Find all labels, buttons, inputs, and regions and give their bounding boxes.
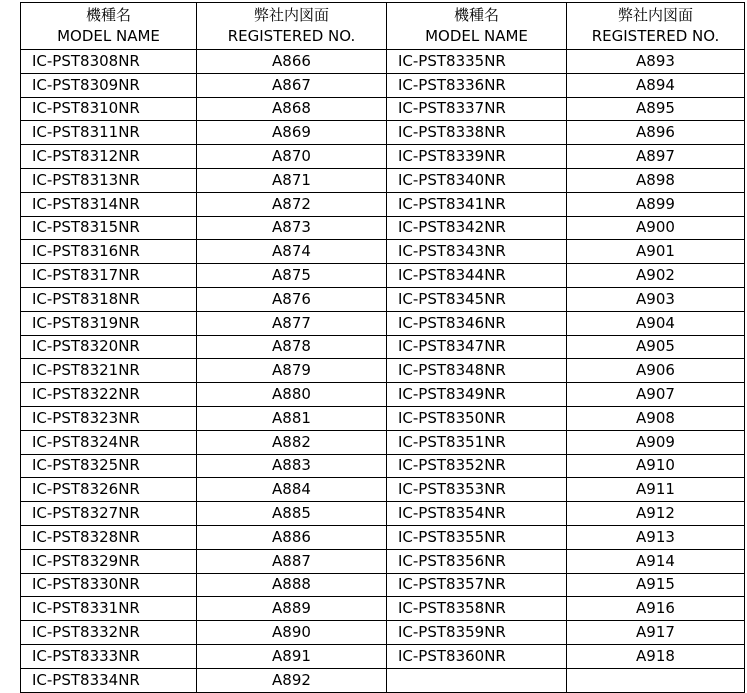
model-name-cell: IC-PST8357NR — [387, 573, 567, 597]
registered-no-cell: A886 — [197, 525, 387, 549]
model-name-cell: IC-PST8353NR — [387, 478, 567, 502]
table-row — [21, 287, 745, 311]
model-name-cell: IC-PST8323NR — [21, 406, 197, 430]
registered-no-cell: A878 — [197, 335, 387, 359]
registered-no-cell: A874 — [197, 240, 387, 264]
model-name-cell: IC-PST8349NR — [387, 383, 567, 407]
registered-no-cell: A897 — [567, 145, 745, 169]
registered-no-cell: A869 — [197, 121, 387, 145]
registered-no-cell: A882 — [197, 430, 387, 454]
registered-no-header-right — [567, 3, 745, 50]
model-name-header-jp: 機種名 — [85, 6, 131, 24]
model-name-cell: IC-PST8331NR — [21, 597, 197, 621]
registered-no-header-jp: 弊社内図面 — [617, 6, 693, 24]
model-name-header-left — [21, 3, 197, 50]
table-row — [21, 573, 745, 597]
model-name-cell: IC-PST8348NR — [387, 359, 567, 383]
model-name-cell: IC-PST8343NR — [387, 240, 567, 264]
registered-no-cell: A904 — [567, 311, 745, 335]
model-name-cell — [387, 668, 567, 692]
registered-no-cell: A902 — [567, 264, 745, 288]
model-name-cell: IC-PST8319NR — [21, 311, 197, 335]
model-name-cell: IC-PST8330NR — [21, 573, 197, 597]
registered-no-cell: A872 — [197, 192, 387, 216]
model-name-cell: IC-PST8314NR — [21, 192, 197, 216]
registered-no-cell: A867 — [197, 73, 387, 97]
registered-no-cell: A888 — [197, 573, 387, 597]
registered-no-cell: A884 — [197, 478, 387, 502]
registered-no-cell — [567, 668, 745, 692]
table-row — [21, 50, 745, 74]
table-row — [21, 668, 745, 692]
table-row — [21, 478, 745, 502]
registered-no-header-en: REGISTERED NO. — [591, 27, 720, 45]
model-name-cell: IC-PST8347NR — [387, 335, 567, 359]
model-name-cell: IC-PST8308NR — [21, 50, 197, 74]
model-name-cell: IC-PST8336NR — [387, 73, 567, 97]
table-row — [21, 145, 745, 169]
model-name-cell: IC-PST8345NR — [387, 287, 567, 311]
table-row — [21, 216, 745, 240]
model-name-cell: IC-PST8338NR — [387, 121, 567, 145]
model-name-cell: IC-PST8310NR — [21, 97, 197, 121]
registered-no-cell: A914 — [567, 549, 745, 573]
model-name-cell: IC-PST8352NR — [387, 454, 567, 478]
model-name-cell: IC-PST8318NR — [21, 287, 197, 311]
table-row — [21, 311, 745, 335]
model-name-cell: IC-PST8335NR — [387, 50, 567, 74]
model-name-cell: IC-PST8312NR — [21, 145, 197, 169]
registered-no-cell: A898 — [567, 168, 745, 192]
table-row — [21, 502, 745, 526]
model-name-cell: IC-PST8329NR — [21, 549, 197, 573]
model-name-cell: IC-PST8320NR — [21, 335, 197, 359]
model-name-cell: IC-PST8313NR — [21, 168, 197, 192]
registered-no-cell: A908 — [567, 406, 745, 430]
registered-no-cell: A868 — [197, 97, 387, 121]
registered-no-cell: A918 — [567, 644, 745, 668]
model-name-cell: IC-PST8321NR — [21, 359, 197, 383]
registered-no-cell: A900 — [567, 216, 745, 240]
model-name-cell: IC-PST8340NR — [387, 168, 567, 192]
registered-no-cell: A891 — [197, 644, 387, 668]
model-name-cell: IC-PST8327NR — [21, 502, 197, 526]
model-name-header-en: MODEL NAME — [425, 27, 528, 45]
registered-no-cell: A887 — [197, 549, 387, 573]
model-name-cell: IC-PST8360NR — [387, 644, 567, 668]
table-row — [21, 430, 745, 454]
model-name-cell: IC-PST8341NR — [387, 192, 567, 216]
model-name-cell: IC-PST8350NR — [387, 406, 567, 430]
registered-no-cell: A910 — [567, 454, 745, 478]
registered-no-cell: A909 — [567, 430, 745, 454]
registered-no-header-jp: 弊社内図面 — [253, 6, 329, 24]
registered-no-cell: A883 — [197, 454, 387, 478]
registered-no-cell: A876 — [197, 287, 387, 311]
model-name-cell: IC-PST8332NR — [21, 621, 197, 645]
registered-no-cell: A905 — [567, 335, 745, 359]
model-name-cell: IC-PST8311NR — [21, 121, 197, 145]
model-name-cell: IC-PST8317NR — [21, 264, 197, 288]
model-name-cell: IC-PST8356NR — [387, 549, 567, 573]
registered-no-cell: A866 — [197, 50, 387, 74]
registered-no-cell: A913 — [567, 525, 745, 549]
registered-no-cell: A915 — [567, 573, 745, 597]
model-name-cell: IC-PST8337NR — [387, 97, 567, 121]
registered-no-header-left — [197, 3, 387, 50]
registered-no-cell: A906 — [567, 359, 745, 383]
header-row — [21, 3, 745, 50]
table-row — [21, 335, 745, 359]
model-name-cell: IC-PST8342NR — [387, 216, 567, 240]
model-name-cell: IC-PST8351NR — [387, 430, 567, 454]
registered-no-cell: A889 — [197, 597, 387, 621]
model-name-cell: IC-PST8309NR — [21, 73, 197, 97]
table-row — [21, 406, 745, 430]
table-row — [21, 359, 745, 383]
table-row — [21, 73, 745, 97]
table-row — [21, 168, 745, 192]
registered-no-header-en: REGISTERED NO. — [227, 27, 356, 45]
registered-no-cell: A917 — [567, 621, 745, 645]
registered-no-cell: A875 — [197, 264, 387, 288]
registered-no-cell: A895 — [567, 97, 745, 121]
model-name-header-en: MODEL NAME — [57, 27, 160, 45]
model-name-cell: IC-PST8316NR — [21, 240, 197, 264]
model-name-cell: IC-PST8344NR — [387, 264, 567, 288]
model-name-cell: IC-PST8326NR — [21, 478, 197, 502]
model-name-cell: IC-PST8334NR — [21, 668, 197, 692]
registered-no-cell: A899 — [567, 192, 745, 216]
model-name-cell: IC-PST8328NR — [21, 525, 197, 549]
table-row — [21, 383, 745, 407]
model-name-header-jp: 機種名 — [453, 6, 499, 24]
model-name-cell: IC-PST8354NR — [387, 502, 567, 526]
registered-no-cell: A901 — [567, 240, 745, 264]
registered-no-cell: A907 — [567, 383, 745, 407]
table-row — [21, 621, 745, 645]
registered-no-cell: A873 — [197, 216, 387, 240]
table-row — [21, 121, 745, 145]
model-name-header-right — [387, 3, 567, 50]
table-row — [21, 644, 745, 668]
model-name-cell: IC-PST8324NR — [21, 430, 197, 454]
registered-no-cell: A912 — [567, 502, 745, 526]
table-row — [21, 240, 745, 264]
model-name-cell: IC-PST8325NR — [21, 454, 197, 478]
registered-no-cell: A890 — [197, 621, 387, 645]
registered-no-cell: A896 — [567, 121, 745, 145]
model-name-cell: IC-PST8359NR — [387, 621, 567, 645]
table-row — [21, 597, 745, 621]
table-row — [21, 549, 745, 573]
table-row — [21, 192, 745, 216]
model-name-cell: IC-PST8358NR — [387, 597, 567, 621]
model-name-cell: IC-PST8333NR — [21, 644, 197, 668]
model-registration-table — [20, 2, 745, 693]
table-row — [21, 264, 745, 288]
model-name-cell: IC-PST8355NR — [387, 525, 567, 549]
registration-sheet — [20, 2, 744, 687]
registered-no-cell: A893 — [567, 50, 745, 74]
model-name-cell: IC-PST8339NR — [387, 145, 567, 169]
registered-no-cell: A892 — [197, 668, 387, 692]
table-body — [21, 50, 745, 693]
table-row — [21, 454, 745, 478]
registered-no-cell: A885 — [197, 502, 387, 526]
registered-no-cell: A916 — [567, 597, 745, 621]
registered-no-cell: A911 — [567, 478, 745, 502]
registered-no-cell: A894 — [567, 73, 745, 97]
registered-no-cell: A870 — [197, 145, 387, 169]
registered-no-cell: A880 — [197, 383, 387, 407]
table-row — [21, 97, 745, 121]
table-row — [21, 525, 745, 549]
model-name-cell: IC-PST8315NR — [21, 216, 197, 240]
registered-no-cell: A871 — [197, 168, 387, 192]
registered-no-cell: A877 — [197, 311, 387, 335]
model-name-cell: IC-PST8322NR — [21, 383, 197, 407]
registered-no-cell: A881 — [197, 406, 387, 430]
model-name-cell: IC-PST8346NR — [387, 311, 567, 335]
registered-no-cell: A879 — [197, 359, 387, 383]
registered-no-cell: A903 — [567, 287, 745, 311]
